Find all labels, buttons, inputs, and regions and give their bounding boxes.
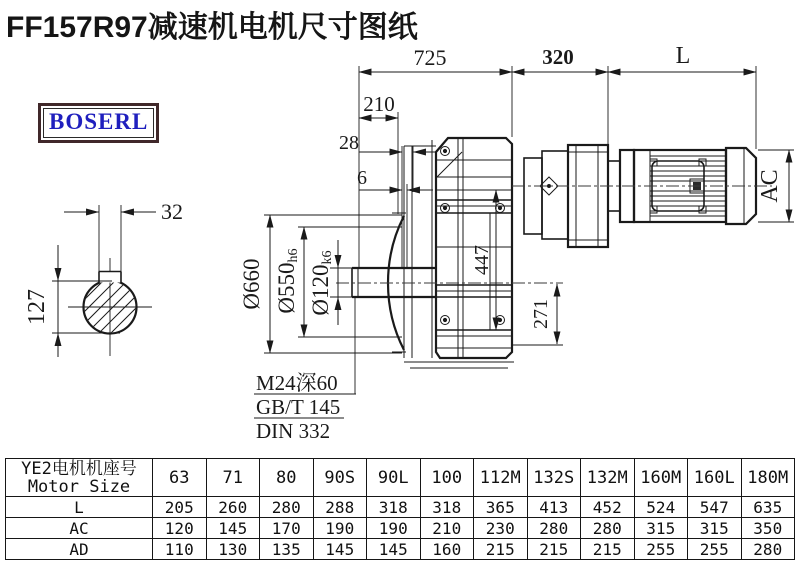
table-cell: 145	[313, 539, 367, 560]
table-cell: 315	[688, 518, 742, 539]
column-header-71: 71	[206, 459, 260, 497]
table-cell: 365	[474, 497, 528, 518]
table-cell: 452	[581, 497, 635, 518]
dim-447: 447	[471, 245, 493, 275]
row-label-L: L	[6, 497, 153, 518]
dim-shaft: Ø120k6	[308, 250, 335, 316]
column-header-63: 63	[153, 459, 207, 497]
dim-725: 725	[413, 45, 447, 70]
table-cell: 170	[260, 518, 314, 539]
note-din: DIN 332	[256, 419, 331, 443]
shaft-end-view	[39, 258, 188, 356]
dimension-lines	[239, 43, 794, 353]
table-row-AD	[6, 539, 795, 560]
table-cell: 260	[206, 497, 260, 518]
row-label-AC: AC	[6, 518, 153, 539]
input-adapter	[524, 145, 634, 247]
table-cell: 635	[741, 497, 795, 518]
column-header-132S: 132S	[527, 459, 581, 497]
note-tap: M24深60	[256, 371, 338, 395]
table-header-en: Motor Size	[27, 476, 131, 497]
dim-key-height: 127	[24, 289, 50, 325]
dim-flange-od: Ø660	[239, 258, 264, 310]
column-header-180M: 180M	[741, 459, 795, 497]
table-cell: 145	[367, 539, 421, 560]
table-cell: 280	[581, 518, 635, 539]
column-header-160M: 160M	[634, 459, 688, 497]
table-header-motor-size	[6, 459, 153, 497]
dim-210: 210	[363, 92, 395, 116]
column-header-80: 80	[260, 459, 314, 497]
table-cell: 205	[153, 497, 207, 518]
table-cell: 160	[420, 539, 474, 560]
boserl-logo-text: BOSERL	[43, 108, 154, 138]
table-cell: 110	[153, 539, 207, 560]
table-cell: 413	[527, 497, 581, 518]
shaft-tap-notes	[254, 297, 356, 443]
column-header-90L: 90L	[367, 459, 421, 497]
output-shaft	[352, 268, 436, 297]
dim-28: 28	[339, 132, 359, 154]
table-row-AC	[6, 518, 795, 539]
column-header-160L: 160L	[688, 459, 742, 497]
dim-6: 6	[357, 167, 367, 189]
table-cell: 288	[313, 497, 367, 518]
dim-AC: AC	[757, 169, 783, 203]
table-cell: 524	[634, 497, 688, 518]
table-cell: 255	[634, 539, 688, 560]
table-cell: 215	[581, 539, 635, 560]
table-cell: 230	[474, 518, 528, 539]
page-title: FF157R97减速机电机尺寸图纸	[6, 11, 418, 44]
table-cell: 318	[420, 497, 474, 518]
table-header-row	[6, 459, 795, 497]
table-header-zh: YE2电机机座号	[21, 458, 137, 479]
table-cell: 190	[367, 518, 421, 539]
column-header-132M: 132M	[581, 459, 635, 497]
column-header-112M: 112M	[474, 459, 528, 497]
table-cell: 190	[313, 518, 367, 539]
table-cell: 350	[741, 518, 795, 539]
column-header-100: 100	[420, 459, 474, 497]
table-cell: 280	[260, 497, 314, 518]
table-cell: 318	[367, 497, 421, 518]
table-cell: 280	[741, 539, 795, 560]
row-label-AD: AD	[6, 539, 153, 560]
column-header-90S: 90S	[313, 459, 367, 497]
table-cell: 215	[527, 539, 581, 560]
table-cell: 255	[688, 539, 742, 560]
table-cell: 120	[153, 518, 207, 539]
table-cell: 130	[206, 539, 260, 560]
dim-spigot: Ø550h6	[274, 248, 301, 314]
table-cell: 547	[688, 497, 742, 518]
dim-key-width: 32	[161, 199, 183, 224]
table-cell: 145	[206, 518, 260, 539]
table-cell: 315	[634, 518, 688, 539]
dim-L: L	[675, 43, 691, 69]
note-gb: GB/T 145	[256, 395, 341, 419]
table-cell: 215	[474, 539, 528, 560]
table-cell: 210	[420, 518, 474, 539]
table-cell: 280	[527, 518, 581, 539]
dim-271: 271	[530, 299, 552, 329]
dim-320: 320	[542, 45, 574, 69]
motor-size-table	[5, 458, 795, 560]
table-row-L	[6, 497, 795, 518]
table-cell: 135	[260, 539, 314, 560]
